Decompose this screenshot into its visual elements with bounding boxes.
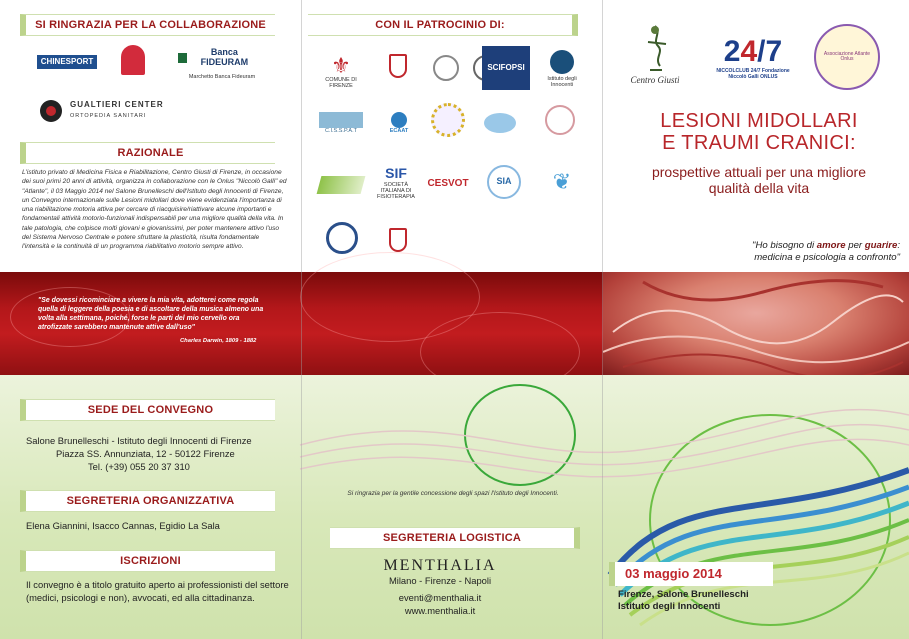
atlante-logo [812, 22, 882, 92]
sia-logo [484, 162, 524, 202]
slogan-bold: guarire [864, 240, 898, 251]
darwin-quote: "Se dovessi ricominciare a vivere la mia vita, adotterei come regola quella di leggere della poesia e di ascoltare della musica almeno una volta alla settimana, poiché, forse le parti del mio cervello ora atrofizzate sarebbero mantenute attive dall'uso" [38, 297, 264, 331]
centro-giusti-label: Centro Giusti [630, 75, 680, 86]
brain-vessels-graphic [603, 272, 909, 375]
thanks-note: Si ringrazia per la gentile concessione degli spazi l'Istituto degli Innocenti. [347, 490, 559, 497]
pink-seal-logo [540, 100, 580, 140]
scifopsi-logo [482, 46, 530, 90]
sif-label: SOCIETÀ ITALIANA DI FISIOTERAPIA [377, 181, 415, 200]
firenze-lily-logo: ⚜ COMUNE DI FIRENZE [318, 50, 364, 94]
thanks-heading: SI RINGRAZIA PER LA COLLABORAZIONE [20, 14, 275, 36]
gualtieri-sub: ORTOPEDIA SANITARI [70, 112, 147, 119]
slogan-text: "Ho bisogno di [752, 240, 817, 251]
slogan-text: per [845, 240, 865, 251]
title-line-2: E TRAUMI CRANICI: [662, 132, 856, 154]
venue-heading: SEDE DEL CONVEGNO [20, 399, 275, 421]
cisspat-label: C.I.S.S.P.A.T [325, 127, 357, 134]
red-shield-logo-2 [380, 222, 416, 258]
seal-logo-3 [322, 218, 362, 258]
ecaat-label: ECAAT [389, 127, 409, 134]
sia-label: SIA [487, 165, 521, 199]
red-building-logo [118, 40, 148, 80]
round-seal-logo [430, 52, 462, 84]
fold-line [301, 0, 302, 639]
chinesport-logo [38, 46, 96, 78]
contacts-block [340, 591, 540, 617]
gualtieri-logo [40, 100, 62, 122]
event-slogan [700, 240, 900, 264]
atlante-label: Associazione Atlante Onlus [814, 24, 880, 90]
logistics-heading: SEGRETERIA LOGISTICA [330, 527, 580, 549]
firenze-label: COMUNE DI FIRENZE [325, 76, 357, 89]
green-flag-logo [316, 170, 366, 200]
innocenti-logo [540, 46, 584, 92]
blue-shape-logo [480, 108, 520, 138]
centro-giusti-logo [620, 14, 690, 94]
quote-author: Charles Darwin, 1809 - 1882 [180, 338, 257, 344]
fold-line [602, 0, 603, 639]
rationale-text: L'istituto privato di Medicina Fisica e Riabilitazione, Centro Giusti di Firenze, in occasione dei suoi primi 20 anni di attività, organizza in collaborazione con le Onlus "Niccolò Galli" ed "Atlante", il 03 Maggio 2014 nel Salone Brunelleschi dell'Istituto degli Innocenti di Firenze, un Convegno internazionale sulle Lesioni midollari dove viene evidenziata l'importanza di una riabilitazione motoria attiva per cercare di riacquisire/riattivare alcune importanti e fondamentali attività motorio-funzionali indispensabili per una migliore qualità della vita. In tale patologia, che colpisce molti giovani e giovanissimi, per poter mantenere attivo l'uso del Sistema Nervoso Centrale e potere sfruttare la plasticità, risulta fondamentale l'intensità e la continuità di un programma riabilitativo motorio sempre attivo. [22, 169, 287, 251]
subtitle-line-1: prospettive attuali per una migliore [651, 164, 866, 180]
venue-line: Tel. (+39) 055 20 37 310 [88, 461, 190, 472]
secretary-text: Elena Giannini, Isacco Cannas, Egidio La Sala [26, 520, 220, 531]
sif-logo: SIF SOCIETÀ ITALIANA DI FISIOTERAPIA [377, 165, 415, 200]
niccolo-galli-logo: 24/7 NICCOLCLUB 24/7 Fondazione Niccolò Galli ONLUS [716, 35, 790, 80]
event-subtitle [620, 164, 898, 196]
brain-image [603, 272, 909, 375]
venue-block [26, 434, 294, 473]
venue-line-1: Firenze, Salone Brunelleschi [618, 589, 749, 600]
centro-giusti-icon [632, 22, 678, 76]
slogan-bold: amore [816, 240, 846, 251]
menthalia-cities: Milano - Firenze - Napoli [388, 575, 492, 586]
event-venue [618, 589, 749, 613]
rationale-heading: RAZIONALE [20, 142, 275, 164]
event-title [620, 110, 898, 154]
fideuram-logo [178, 47, 258, 67]
scifopsi-label: SCIFOPSI [487, 62, 525, 72]
eu-stars-logo [428, 100, 468, 140]
menthalia-logo: MENTHALIA [383, 557, 497, 574]
fideuram-label: Banca FIDEURAM [200, 47, 249, 67]
event-date: 03 maggio 2014 [609, 562, 773, 586]
venue-line: Piazza SS. Annunziata, 12 - 50122 Firenze [56, 448, 235, 459]
email-link[interactable]: eventi@menthalia.it [398, 592, 482, 603]
niccolo-galli-label: NICCOLCLUB 24/7 Fondazione Niccolò Galli ONLUS [716, 68, 790, 80]
registration-text: Il convegno è a titolo gratuito aperto ai professionisti del settore (medici, psicologi e non), avvocati, ed alla cittadinanza. [26, 579, 289, 603]
chinesport-label: CHINESPORT [37, 55, 97, 70]
venue-line: Salone Brunelleschi - Istituto degli Innocenti di Firenze [26, 435, 252, 446]
ecaat-logo [372, 106, 426, 140]
registration-heading: ISCRIZIONI [20, 550, 275, 572]
subtitle-line-2: qualità della vita [708, 180, 810, 196]
innocenti-label: Istituto degli Innocenti [547, 75, 577, 88]
slogan-text: : [897, 240, 900, 251]
slogan-line-2: medicina e psicologia a confronto" [754, 252, 900, 263]
fideuram-caption: Marchetto Banca Fideuram [188, 73, 256, 80]
patronage-heading: CON IL PATROCINIO DI: [308, 14, 578, 36]
venue-line-2: Istituto degli Innocenti [618, 601, 721, 612]
cesvot-label: CESVOT [427, 177, 469, 189]
website-link[interactable]: www.menthalia.it [404, 605, 476, 616]
cesvot-logo [424, 168, 472, 198]
red-shield-logo [380, 46, 416, 86]
gualtieri-label: GUALTIERI CENTER [70, 99, 164, 109]
secretary-heading: SEGRETERIA ORGANIZZATIVA [20, 490, 275, 512]
blue-plant-logo: ❦ [552, 168, 572, 194]
title-line-1: LESIONI MIDOLLARI [660, 110, 858, 132]
cisspat-logo [316, 106, 366, 140]
